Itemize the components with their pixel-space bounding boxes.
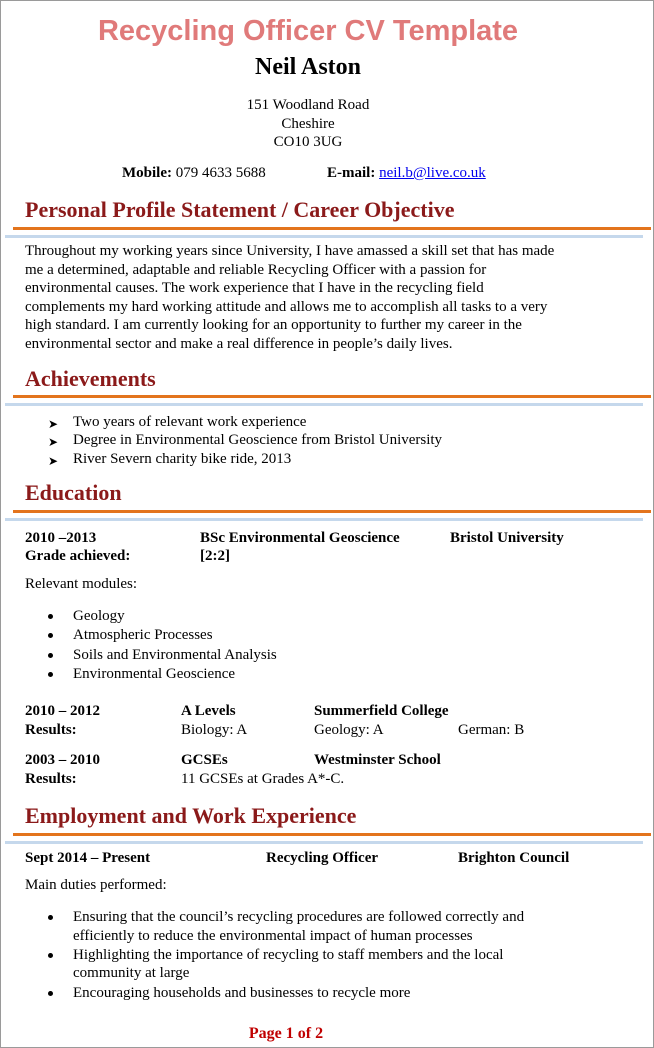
duty-line: Encouraging households and businesses to recycle more bbox=[73, 985, 411, 1001]
mobile-value: 079 4633 5688 bbox=[175, 165, 266, 181]
mobile-contact bbox=[122, 165, 266, 182]
profile-line: complements my hard working attitude and allows me to accomplish all tasks to a very bbox=[25, 299, 548, 315]
achievements-heading: Achievements bbox=[25, 366, 156, 391]
job-employer: Brighton Council bbox=[458, 850, 570, 866]
duties-label: Main duties performed: bbox=[25, 877, 167, 893]
gcses-results-value: 11 GCSEs at Grades A*-C. bbox=[181, 771, 345, 787]
email-label: E-mail: bbox=[327, 165, 376, 181]
section-rule-orange bbox=[13, 510, 651, 513]
bullet-icon bbox=[48, 614, 53, 619]
degree-dates: 2010 –2013 bbox=[25, 530, 97, 546]
achievement-item: Degree in Environmental Geoscience from Bristol University bbox=[73, 432, 443, 448]
profile-line: me a determined, adaptable and reliable Recycling Officer with a passion for bbox=[25, 262, 487, 278]
alevels-title: A Levels bbox=[181, 703, 236, 719]
page-number: Page 1 of 2 bbox=[248, 1025, 324, 1042]
address-line-3: CO10 3UG bbox=[273, 134, 343, 150]
modules-label: Relevant modules: bbox=[25, 576, 138, 592]
achievement-item: River Severn charity bike ride, 2013 bbox=[73, 451, 292, 467]
bullet-icon bbox=[48, 672, 53, 677]
degree-institution: Bristol University bbox=[450, 530, 564, 546]
module-item: Geology bbox=[73, 608, 125, 624]
gcses-dates: 2003 – 2010 bbox=[25, 752, 100, 768]
section-rule-blue bbox=[5, 841, 643, 844]
profile-line: environmental sector and make a real difference in people’s daily lives. bbox=[25, 336, 453, 352]
employment-heading: Employment and Work Experience bbox=[25, 803, 357, 828]
grade-value: [2:2] bbox=[200, 548, 230, 564]
address-line-2: Cheshire bbox=[281, 116, 335, 132]
module-item: Atmospheric Processes bbox=[73, 627, 213, 643]
alevels-result: German: B bbox=[458, 722, 525, 738]
section-rule-blue bbox=[5, 518, 643, 521]
candidate-name: Neil Aston bbox=[254, 54, 361, 80]
mobile-label: Mobile: bbox=[122, 165, 172, 181]
gcses-title: GCSEs bbox=[181, 752, 228, 768]
email-contact bbox=[327, 165, 486, 182]
module-item: Environmental Geoscience bbox=[73, 666, 236, 682]
gcses-institution: Westminster School bbox=[314, 752, 441, 768]
duty-line: Ensuring that the council’s recycling procedures are followed correctly and bbox=[73, 909, 525, 925]
bullet-icon bbox=[48, 653, 53, 658]
arrow-bullet-icon: ➤ bbox=[48, 454, 59, 468]
section-rule-orange bbox=[13, 833, 651, 836]
profile-line: Throughout my working years since University, I have amassed a skill set that has made bbox=[25, 243, 555, 259]
arrow-bullet-icon: ➤ bbox=[48, 417, 59, 431]
duty-line: Highlighting the importance of recycling to staff members and the local bbox=[73, 947, 504, 963]
bullet-icon bbox=[48, 633, 53, 638]
degree-title: BSc Environmental Geoscience bbox=[200, 530, 400, 546]
alevels-dates: 2010 – 2012 bbox=[25, 703, 100, 719]
module-item: Soils and Environmental Analysis bbox=[73, 647, 277, 663]
alevels-result: Geology: A bbox=[314, 722, 384, 738]
address-line-1: 151 Woodland Road bbox=[246, 97, 370, 113]
section-rule-blue bbox=[5, 403, 643, 406]
email-link[interactable]: neil.b@live.co.uk bbox=[379, 165, 486, 181]
grade-label: Grade achieved: bbox=[25, 548, 131, 564]
bullet-icon bbox=[48, 991, 53, 996]
template-title: Recycling Officer CV Template bbox=[97, 15, 519, 47]
duty-line: efficiently to reduce the environmental impact of human processes bbox=[73, 928, 473, 944]
section-rule-orange bbox=[13, 227, 651, 230]
job-dates: Sept 2014 – Present bbox=[25, 850, 151, 866]
section-rule-blue bbox=[5, 235, 643, 238]
arrow-bullet-icon: ➤ bbox=[48, 435, 59, 449]
education-heading: Education bbox=[25, 480, 122, 505]
bullet-icon bbox=[48, 915, 53, 920]
gcses-results-label: Results: bbox=[25, 771, 77, 787]
achievement-item: Two years of relevant work experience bbox=[73, 414, 307, 430]
profile-heading: Personal Profile Statement / Career Objective bbox=[25, 197, 455, 222]
alevels-institution: Summerfield College bbox=[314, 703, 449, 719]
bullet-icon bbox=[48, 953, 53, 958]
profile-line: high standard. I am currently looking for an opportunity to further my career in the bbox=[25, 317, 522, 333]
job-title: Recycling Officer bbox=[266, 850, 379, 866]
alevels-results-label: Results: bbox=[25, 722, 77, 738]
section-rule-orange bbox=[13, 395, 651, 398]
profile-line: environmental causes. The work experience that I have in the recycling field bbox=[25, 280, 484, 296]
alevels-result: Biology: A bbox=[181, 722, 248, 738]
duty-line: community at large bbox=[73, 965, 190, 981]
